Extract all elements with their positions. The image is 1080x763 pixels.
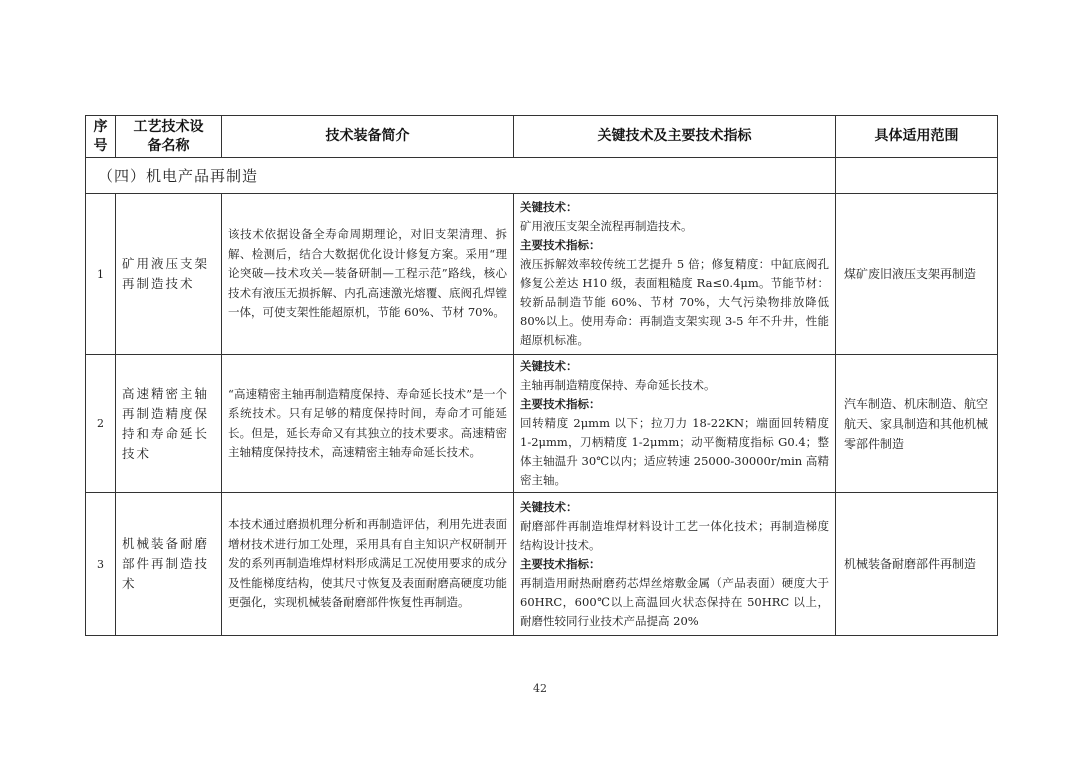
application-scope: 汽车制造、机床制造、航空航天、家具制造和其他机械零部件制造 — [836, 355, 998, 493]
page-number: 42 — [533, 682, 547, 695]
header-scope: 具体适用范围 — [836, 116, 998, 158]
indicator-text: 再制造用耐热耐磨药芯焊丝熔敷金属（产品表面）硬度大于 60HRC，600℃以上高温回火状态保持在 50HRC 以上，耐磨性较同行业技术产品提高 20% — [520, 575, 829, 628]
table-row — [86, 493, 998, 636]
application-scope: 煤矿废旧液压支架再制造 — [836, 194, 998, 355]
header-name: 工艺技术设备名称 — [116, 116, 222, 158]
technology-table — [85, 115, 998, 636]
key-tech-cell — [514, 493, 836, 636]
application-scope: 机械装备耐磨部件再制造 — [836, 493, 998, 636]
equipment-name: 高速精密主轴再制造精度保持和寿命延长技术 — [116, 355, 222, 493]
equipment-name: 矿用液压支架再制造技术 — [116, 194, 222, 355]
table-header-row — [86, 116, 998, 158]
key-tech-cell — [514, 355, 836, 493]
equipment-intro: 该技术依据设备全寿命周期理论，对旧支架清理、拆解、检测后，结合大数据优化设计修复方案。采用“理论突破—技术攻关—装备研制—工程示范”路线，核心技术有液压无损拆解、内孔高速激光熔覆、底阀孔焊镗一体，可使支架性能超原机，节能 60%、节材 70%。 — [222, 194, 514, 355]
key-tech-label: 关键技术： — [520, 200, 578, 214]
header-key-tech: 关键技术及主要技术指标 — [514, 116, 836, 158]
key-tech-text: 主轴再制造精度保持、寿命延长技术。 — [520, 378, 716, 392]
table-row — [86, 194, 998, 355]
header-intro: 技术装备简介 — [222, 116, 514, 158]
row-number: 1 — [86, 194, 116, 355]
row-number: 2 — [86, 355, 116, 493]
key-tech-text: 矿用液压支架全流程再制造技术。 — [520, 219, 693, 233]
row-number: 3 — [86, 493, 116, 636]
key-tech-label: 关键技术： — [520, 359, 578, 373]
indicator-label: 主要技术指标： — [520, 238, 601, 252]
equipment-intro: 本技术通过磨损机理分析和再制造评估，利用先进表面增材技术进行加工处理，采用具有自主知识产权研制开发的系列再制造堆焊材料形成满足工况使用要求的成分及性能梯度结构，使其尺寸恢复及表面耐磨高硬度功能更强化，实现机械装备耐磨部件恢复性再制造。 — [222, 493, 514, 636]
equipment-name: 机械装备耐磨部件再制造技术 — [116, 493, 222, 636]
indicator-label: 主要技术指标： — [520, 556, 601, 571]
key-tech-text: 耐磨部件再制造堆焊材料设计工艺一体化技术；再制造梯度结构设计技术。 — [520, 518, 829, 552]
header-seq: 序号 — [86, 116, 116, 158]
indicator-label: 主要技术指标： — [520, 397, 601, 411]
equipment-intro: “高速精密主轴再制造精度保持、寿命延长技术”是一个系统技术。只有足够的精度保持时间，寿命才可能延长。但是，延长寿命又有其独立的技术要求。高速精密主轴精度保持技术，高速精密主轴寿命延长技术。 — [222, 355, 514, 493]
key-tech-label: 关键技术： — [520, 499, 578, 514]
table-row — [86, 355, 998, 493]
section-title: （四）机电产品再制造 — [86, 158, 836, 194]
indicator-text: 液压拆解效率较传统工艺提升 5 倍；修复精度：中缸底阀孔修复公差达 H10 级，表面粗糙度 Ra≤0.4μm。节能节材：较新品制造节能 60%、节材 70%，大气污染物排放降低 80%以上。使用寿命：再制造支架实现 3-5 年不升井，性能超原机标准。 — [520, 257, 829, 347]
indicator-text: 回转精度 2μmm 以下；拉刀力 18-22KN；端面回转精度 1-2μmm，刀柄精度 1-2μmm；动平衡精度指标 G0.4；整体主轴温升 30℃以内；适应转速 25000-30000r/min 高精密主轴。 — [520, 416, 829, 487]
section-empty-cell — [836, 158, 998, 194]
key-tech-cell — [514, 194, 836, 355]
section-row — [86, 158, 998, 194]
